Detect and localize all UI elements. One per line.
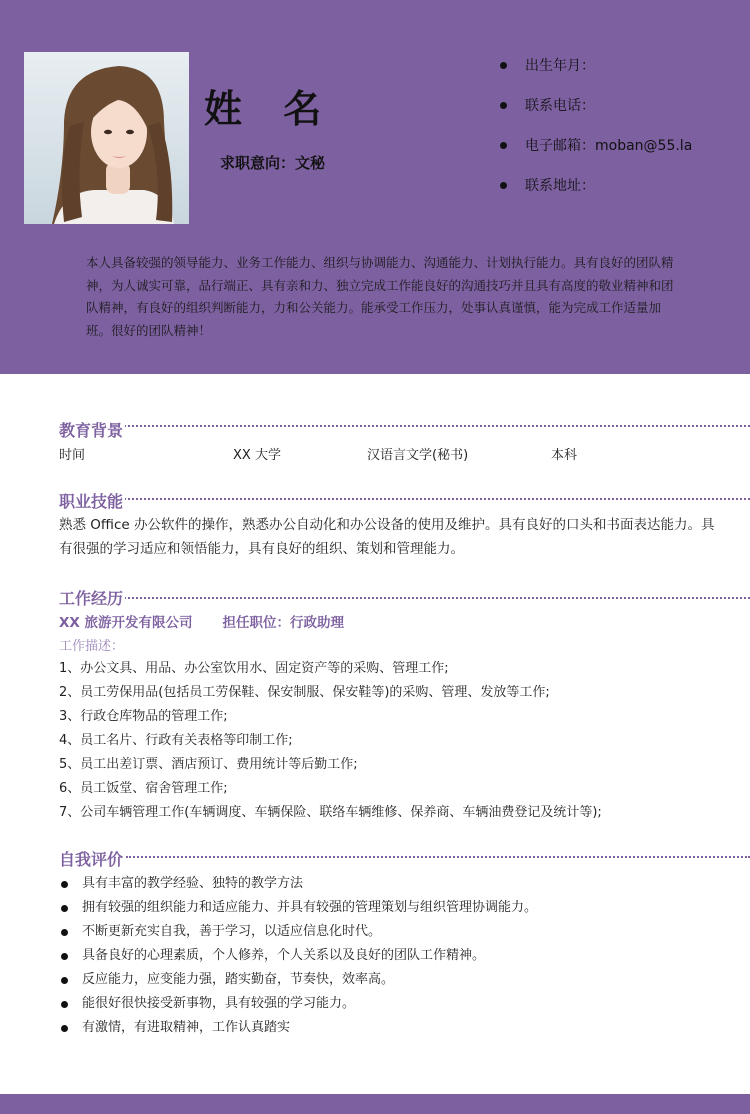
contact-list [498,56,738,216]
profile-photo [24,52,189,224]
bullet-icon [500,142,507,149]
contact-text: 联系地址： [525,178,595,194]
duty-item: 7、公司车辆管理工作(车辆调度、车辆保险、联络车辆维修、保养商、车辆油费登记及统计等); [59,805,602,820]
education-school: XX 大学 [233,448,281,463]
job-header [59,611,344,631]
section-divider [120,425,750,427]
self-eval-text: 拥有较强的组织能力和适应能力、并具有较强的管理策划与组织管理协调能力。 [82,900,538,915]
section-title-self-eval: 自我评价 [59,847,125,870]
self-eval-text: 有激情，有进取精神，工作认真踏实 [82,1020,291,1035]
self-eval-item [59,968,537,992]
duty-item: 1、办公文具、用品、办公室饮用水、固定资产等的采购、管理工作; [59,661,449,676]
self-eval-text: 能很好很快接受新事物，具有较强的学习能力。 [82,996,356,1011]
duty-item: 4、员工名片、行政有关表格等印制工作; [59,733,293,748]
self-eval-item [59,1016,537,1040]
self-eval-item [59,872,537,896]
bullet-icon [61,977,68,984]
skills-text: 熟悉 Office 办公软件的操作，熟悉办公自动化和办公设备的使用及维护。具有良好的口头和书面表达能力。具有很强的学习适应和领悟能力，具有良好的组织、策划和管理能力。 [59,517,715,557]
education-row [59,444,739,464]
header-banner [0,0,750,374]
bullet-icon [500,182,507,189]
duty-list [59,657,602,825]
company-name: XX 旅游开发有限公司 [59,615,193,631]
self-eval-list [59,872,537,1040]
candidate-name: 姓 名 [204,87,336,131]
section-title-skills: 职业技能 [59,489,125,512]
bullet-icon [61,929,68,936]
work-desc-label: 工作描述： [59,639,125,654]
education-major: 汉语言文学(秘书) [367,448,469,463]
duty-item: 6、员工饭堂、宿舍管理工作; [59,781,228,796]
bullet-icon [61,905,68,912]
job-intent: 求职意向：文秘 [220,154,326,172]
self-eval-item [59,896,537,920]
bullet-icon [500,62,507,69]
section-divider [120,498,750,500]
contact-text: 出生年月： [525,58,595,74]
contact-address [498,176,738,216]
section-divider [120,597,750,599]
self-eval-text: 反应能力，应变能力强，踏实勤奋，节奏快，效率高。 [82,972,395,987]
footer-bar [0,1094,750,1114]
self-eval-item [59,920,537,944]
section-title-work: 工作经历 [59,586,125,609]
contact-birth [498,56,738,96]
education-degree: 本科 [551,448,578,463]
bullet-icon [61,881,68,888]
contact-text: 电子邮箱：moban@55.la [525,138,693,154]
self-eval-item [59,944,537,968]
contact-text: 联系电话： [525,98,595,114]
contact-email [498,136,738,176]
bullet-icon [500,102,507,109]
section-title-education: 教育背景 [59,418,125,441]
contact-phone [498,96,738,136]
job-position: 担任职位：行政助理 [222,615,345,631]
summary-text: 本人具备较强的领导能力、业务工作能力、组织与协调能力、沟通能力、计划执行能力。具有良好的团队精神，为人诚实可靠，品行端正、具有亲和力、独立完成工作能良好的沟通技巧并且具有高度的敬业精神和团队精神，有良好的组织判断能力，力和公关能力。能承受工作压力，处事认真谨慎，能为完成工作适量加班。很好的团队精神！ [86,255,674,338]
duty-item: 2、员工劳保用品(包括员工劳保鞋、保安制服、保安鞋等)的采购、管理、发放等工作; [59,685,550,700]
self-eval-text: 具有丰富的教学经验、独特的教学方法 [82,876,304,891]
bullet-icon [61,1001,68,1008]
self-eval-item [59,992,537,1016]
self-eval-text: 具备良好的心理素质，个人修养，个人关系以及良好的团队工作精神。 [82,948,486,963]
bullet-icon [61,953,68,960]
self-eval-text: 不断更新充实自我，善于学习，以适应信息化时代。 [82,924,382,939]
bullet-icon [61,1025,68,1032]
section-divider [126,856,750,858]
duty-item: 5、员工出差订票、酒店预订、费用统计等后勤工作; [59,757,358,772]
education-time: 时间 [59,448,86,463]
duty-item: 3、行政仓库物品的管理工作; [59,709,228,724]
